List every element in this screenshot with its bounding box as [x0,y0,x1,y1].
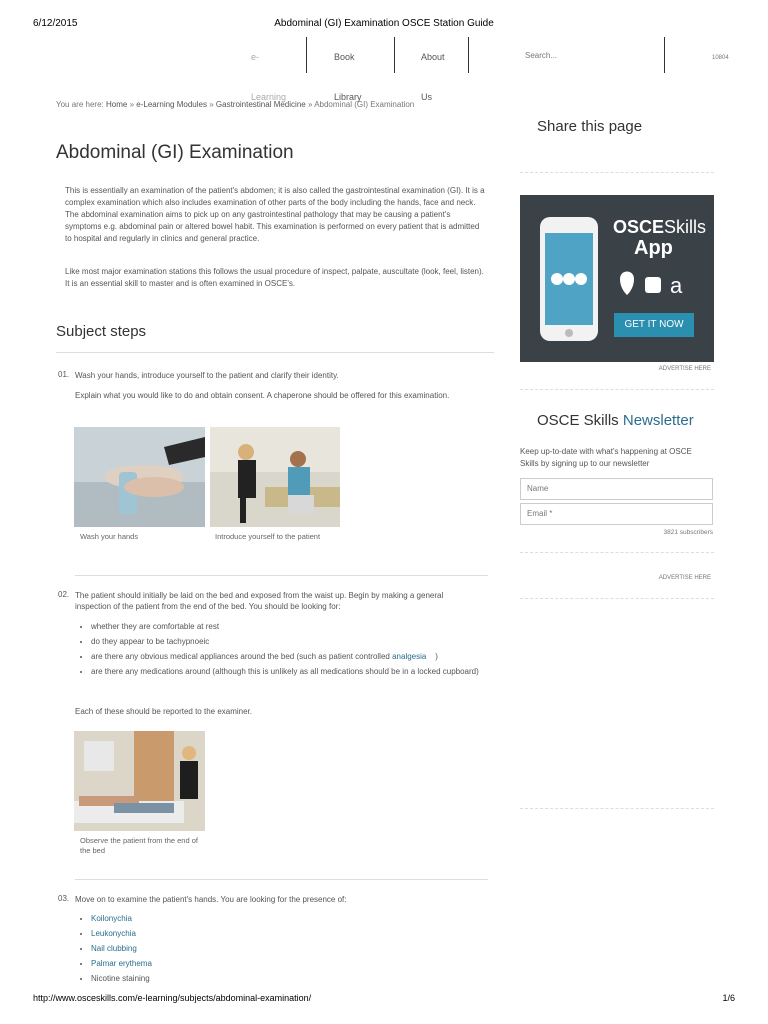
divider [56,352,494,353]
print-url: http://www.osceskills.com/e-learning/subjects/abdominal-examination/ [33,993,312,1003]
list-item [91,958,491,969]
photo-caption: Observe the patient from the end of the bed [80,836,198,855]
name-field[interactable]: Name [520,478,713,500]
divider [520,389,714,390]
email-field[interactable]: Email * [520,503,713,525]
page-title: Abdominal (GI) Examination [56,142,294,163]
app-brand: OSCESkills [613,217,707,237]
observe-patient-photo [74,731,205,831]
inspection-list [75,621,491,681]
wash-hands-photo [74,427,205,527]
photo-caption: Wash your hands [80,532,139,541]
intro-paragraph-1: This is essentially an examination of the patient's abdomen; it is also called the gastrointestinal examination (GI). It is a complex examination which also includes examination of other parts of the body including the hands, face and neck. The abdominal examination aims to pick up on any gastrointestinal pathology that may be causing a patient's symptoms e.g. abdominal pain or altered bowel habit. This examination is performed on every patient that is admitted to hospital and regularly in clinics and general practice. [65,186,485,243]
step-text: Wash your hands, introduce yourself to the patient and clarify their identity. [75,371,339,380]
divider [520,172,714,173]
subject-steps-heading: Subject steps [56,323,147,340]
step-number: 02. [58,590,70,599]
nav-divider [664,37,665,73]
list-item: • are there any obvious medical appliances around the bed (such as patient controlled analgesia ) [91,651,491,662]
breadcrumb-current: Abdominal (GI) Examination [314,100,415,109]
list-item: • are there any medications around (although this is unlikely as all medications should be in a locked cupboard) [91,666,491,677]
breadcrumb-gastrointestinal-medicine[interactable]: Gastrointestinal Medicine [215,100,306,109]
amazon-icon: a [670,273,683,298]
palmar-erythema-link[interactable]: Palmar erythema [91,959,152,968]
step-number: 01. [58,370,70,379]
analgesia-link[interactable]: analgesia [392,652,427,661]
nav-divider [394,37,395,73]
list-item [91,928,491,939]
step-text: The patient should initially be laid on the bed and exposed from the waist up. Begin by making a general inspection of the patient from the end of the bed. You should be looking for: [75,591,444,611]
print-date: 6/12/2015 [33,18,78,29]
nail-clubbing-link[interactable]: Nail clubbing [91,944,137,953]
divider [520,552,714,553]
divider [520,598,714,599]
list-item: • whether they are comfortable at rest [91,621,491,632]
nav-book-library[interactable]: Book Library [334,52,362,102]
nav-divider [306,37,307,73]
breadcrumb: You are here: Home » e-Learning Modules » Gastrointestinal Medicine » Abdominal (GI) Examination [56,100,415,109]
hand-signs-list [75,913,491,988]
android-icon [645,277,661,293]
step-number: 03. [58,894,70,903]
divider [520,808,714,809]
nav-divider [468,37,469,73]
breadcrumb-home[interactable]: Home [105,100,128,109]
print-title: Abdominal (GI) Examination OSCE Station Guide [274,18,494,29]
app-advert[interactable] [520,195,714,362]
search-input[interactable]: Search... [525,51,558,60]
intro-paragraph-2: Like most major examination stations this follows the usual procedure of inspect, palpate, auscultate (look, feel, listen). It is an essential skill to master and is often examined in OSCE's. [65,267,484,288]
advertise-link[interactable]: ADVERTISE HERE [658,366,711,372]
step-text-secondary: Explain what you would like to do and obtain consent. A chaperone should be offered for this examination. [75,391,450,400]
photo-caption: Introduce yourself to the patient [215,532,321,541]
nav-e-learning[interactable]: e-Learning [251,52,287,102]
list-item: • Nicotine staining [91,973,491,984]
nav-counter: 10804 [712,55,729,61]
share-title: Share this page [537,118,643,135]
introduce-yourself-photo [210,427,340,527]
koilonychia-link[interactable]: Koilonychia [91,914,132,923]
breadcrumb-prefix: You are here: [56,100,104,109]
leukonychia-link[interactable]: Leukonychia [91,929,136,938]
step-text-secondary: Each of these should be reported to the examiner. [75,707,253,716]
list-item: • do they appear to be tachypnoeic [91,636,491,647]
list-item [91,943,491,954]
app-label: App [634,237,673,259]
newsletter-description: Keep up-to-date with what's happening at OSCE Skills by signing up to our newsletter [520,447,692,468]
list-item [91,913,491,924]
breadcrumb-e-learning-modules[interactable]: e-Learning Modules [136,100,207,109]
get-it-now-button[interactable]: GET IT NOW [624,319,684,330]
divider [75,575,488,576]
nav-about-us[interactable]: About Us [421,52,445,102]
step-text: Move on to examine the patient's hands. You are looking for the presence of: [75,895,347,904]
divider [75,879,488,880]
subscriber-count: 3821 subscribers [663,529,713,536]
advertise-link[interactable]: ADVERTISE HERE [658,575,711,581]
newsletter-title: OSCE Skills Newsletter [537,412,694,429]
print-page-number: 1/6 [722,993,735,1003]
